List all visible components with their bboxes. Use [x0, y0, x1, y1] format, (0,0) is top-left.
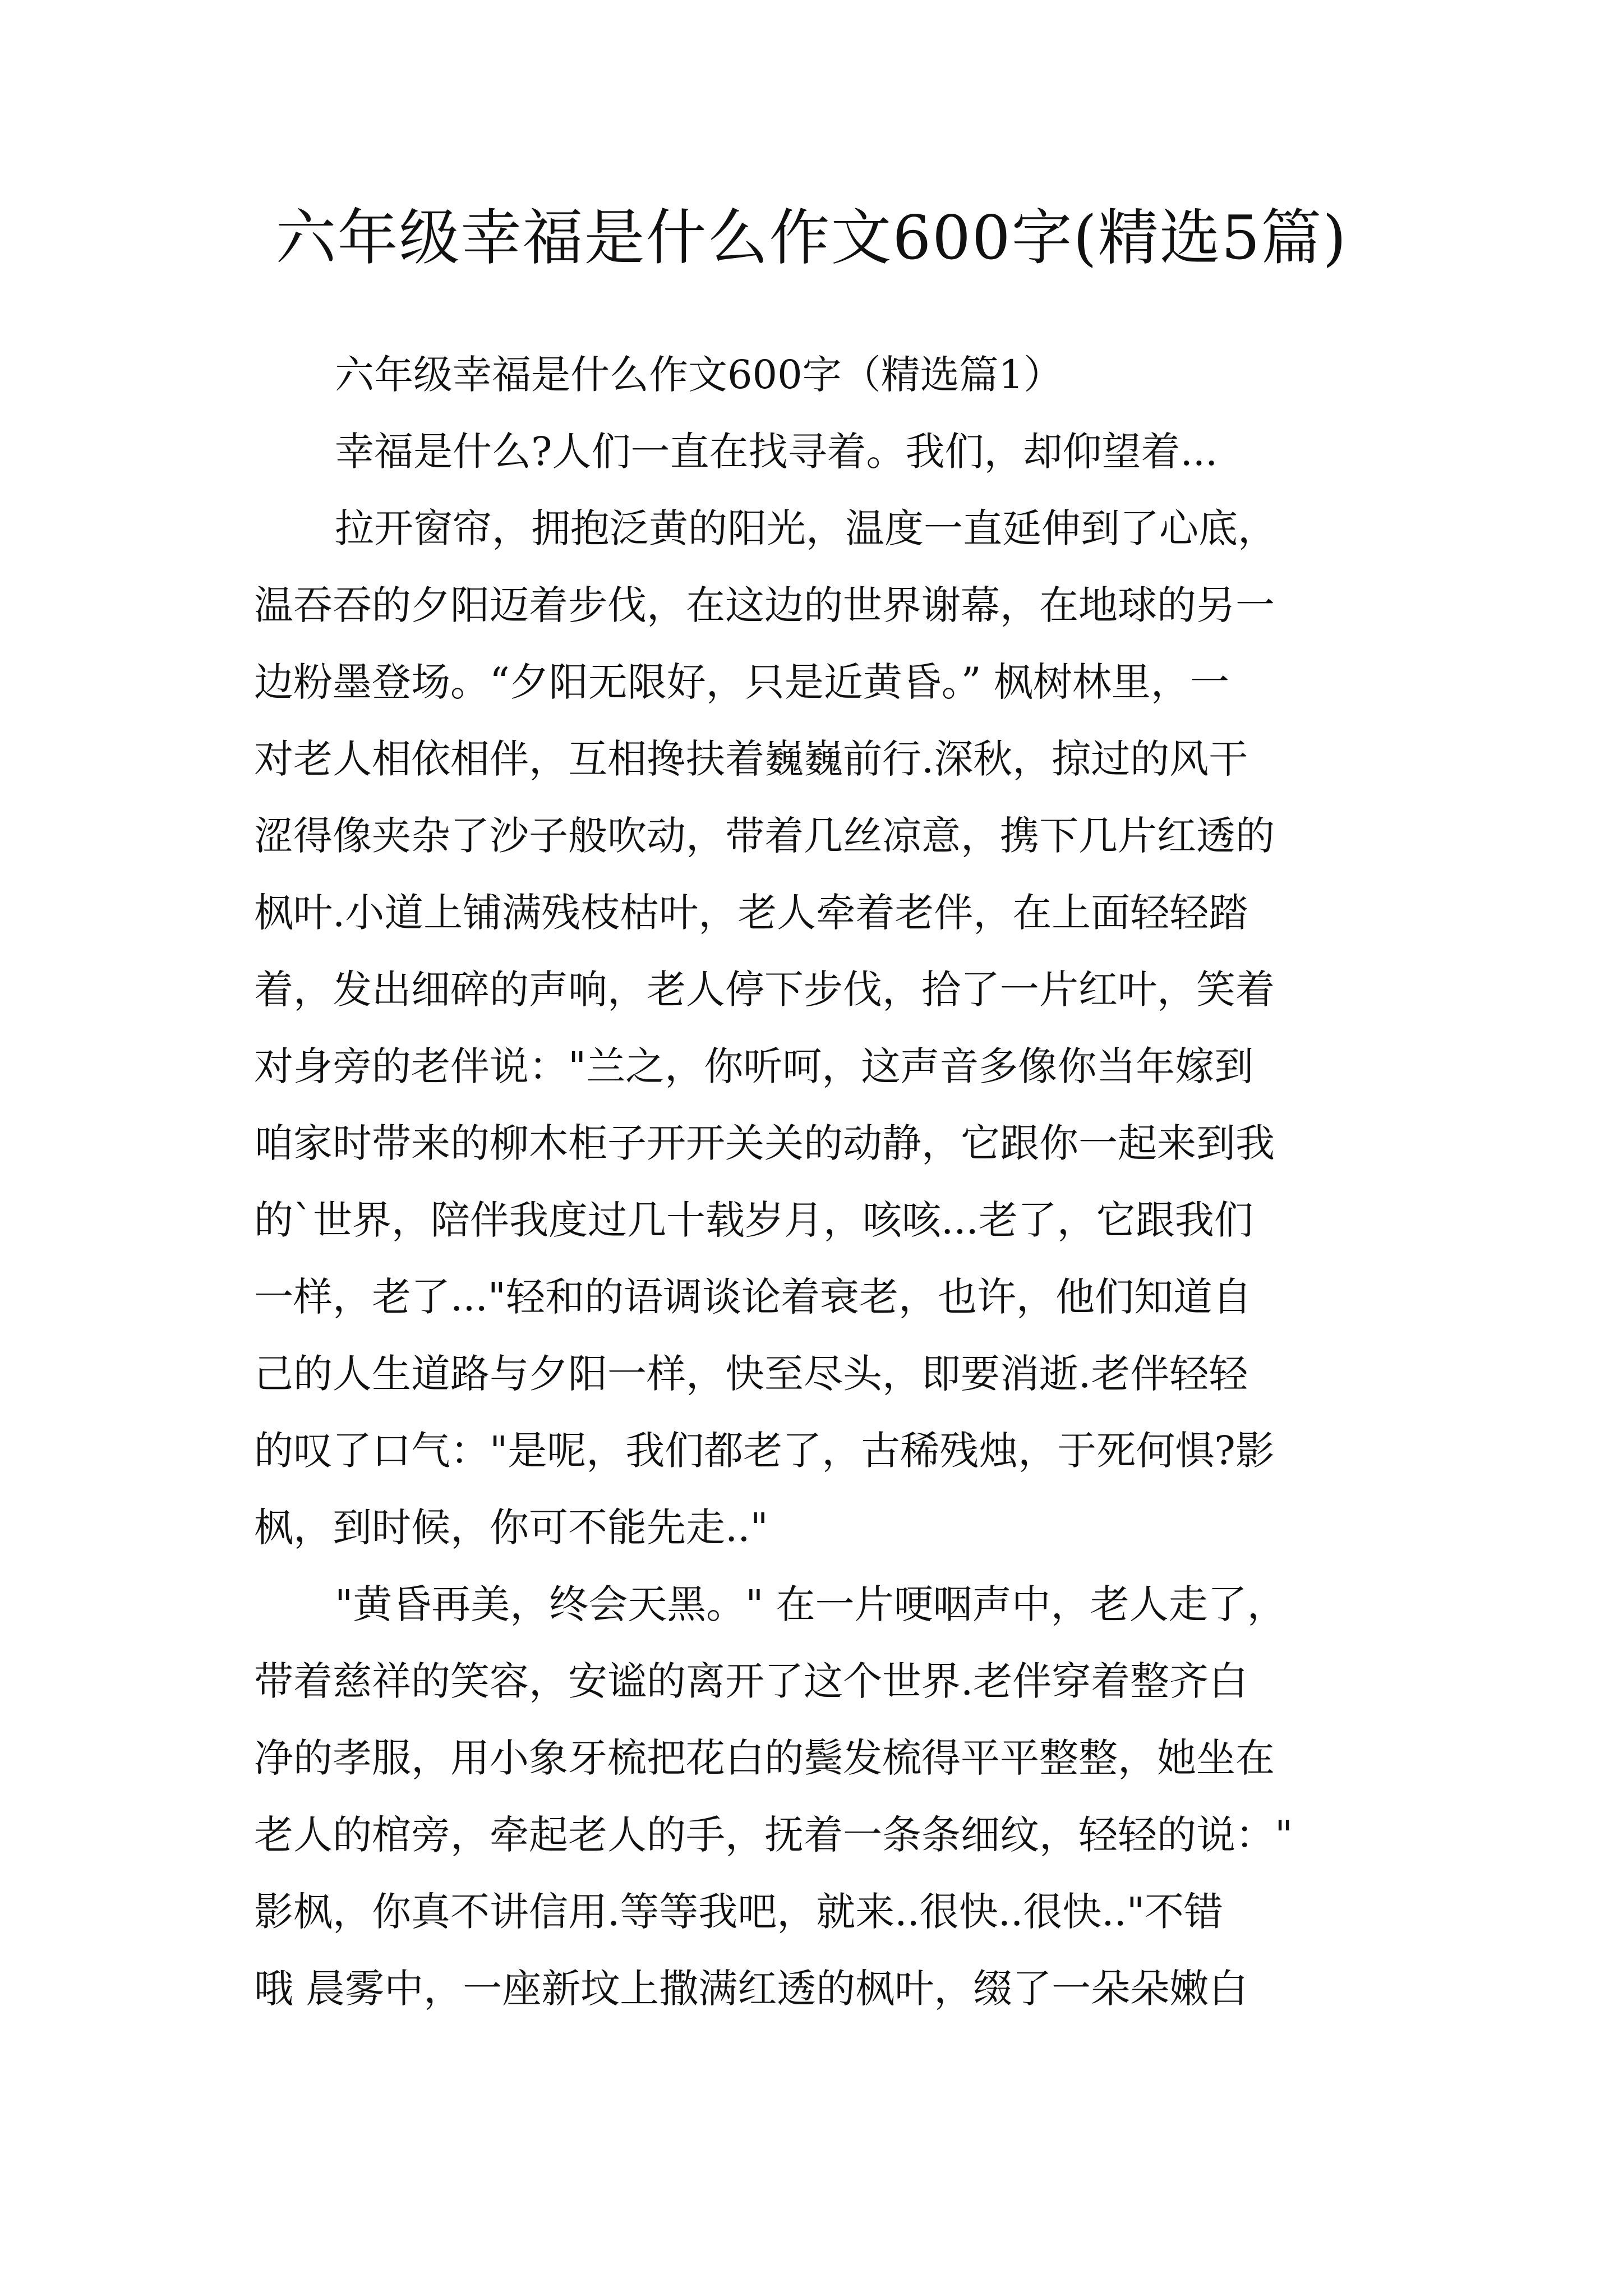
paragraph-line: 边粉墨登场。“夕阳无限好，只是近黄昏。” 枫树林里，一: [254, 659, 1229, 705]
paragraph-line: "黄昏再美，终会天黑。" 在一片哽咽声中，老人走了，: [335, 1581, 1287, 1627]
paragraph-line: 净的孝服，用小象牙梳把花白的鬓发梳得平平整整，她坐在: [254, 1735, 1275, 1781]
paragraph-line: 一样，老了..."轻和的语调谈论着衰老，也许，他们知道自: [254, 1274, 1252, 1320]
paragraph-line: 枫，到时候，你可不能先走..": [254, 1504, 768, 1550]
section-heading: 六年级幸福是什么作文600字（精选篇1）: [335, 352, 1063, 398]
paragraph-line: 咱家时带来的柳木柜子开开关关的动静，它跟你一起来到我: [254, 1120, 1275, 1166]
paragraph-line: 涩得像夹杂了沙子般吹动，带着几丝凉意，携下几片红透的: [254, 813, 1275, 859]
paragraph-line: 带着慈祥的笑容，安谧的离开了这个世界.老伴穿着整齐白: [254, 1658, 1248, 1704]
paragraph-line: 哦 晨雾中，一座新坟上撒满红透的枫叶，缀了一朵朵嫩白: [254, 1966, 1248, 2012]
paragraph-line: 幸福是什么?人们一直在找寻着。我们，却仰望着...: [335, 429, 1218, 475]
paragraph-line: 己的人生道路与夕阳一样，快至尽头，即要消逝.老伴轻轻: [254, 1351, 1248, 1397]
document-title: 六年级幸福是什么作文600字(精选5篇): [275, 203, 1348, 273]
paragraph-line: 拉开窗帘，拥抱泛黄的阳光，温度一直延伸到了心底，: [335, 505, 1277, 551]
paragraph-line: 的叹了口气："是呢，我们都老了，古稀残烛，于死何惧?影: [254, 1428, 1275, 1474]
document-body: [254, 337, 1415, 2027]
paragraph-line: 影枫，你真不讲信用.等等我吧，就来..很快..很快.."不错: [254, 1889, 1223, 1935]
paragraph-line: 老人的棺旁，牵起老人的手，抚着一条条细纹，轻轻的说：": [254, 1812, 1293, 1858]
paragraph-line: 对老人相依相伴，互相搀扶着巍巍前行.深秋，掠过的风干: [254, 736, 1248, 782]
paragraph-line: 枫叶.小道上铺满残枝枯叶，老人牵着老伴，在上面轻轻踏: [254, 890, 1248, 936]
paragraph-line: 的`世界，陪伴我度过几十载岁月，咳咳...老了，它跟我们: [254, 1197, 1253, 1243]
paragraph-line: 对身旁的老伴说："兰之，你听呵，这声音多像你当年嫁到: [254, 1043, 1254, 1089]
paragraph-line: 温吞吞的夕阳迈着步伐，在这边的世界谢幕，在地球的另一: [254, 582, 1275, 628]
paragraph-line: 着，发出细碎的声响，老人停下步伐，拾了一片红叶，笑着: [254, 967, 1275, 1013]
